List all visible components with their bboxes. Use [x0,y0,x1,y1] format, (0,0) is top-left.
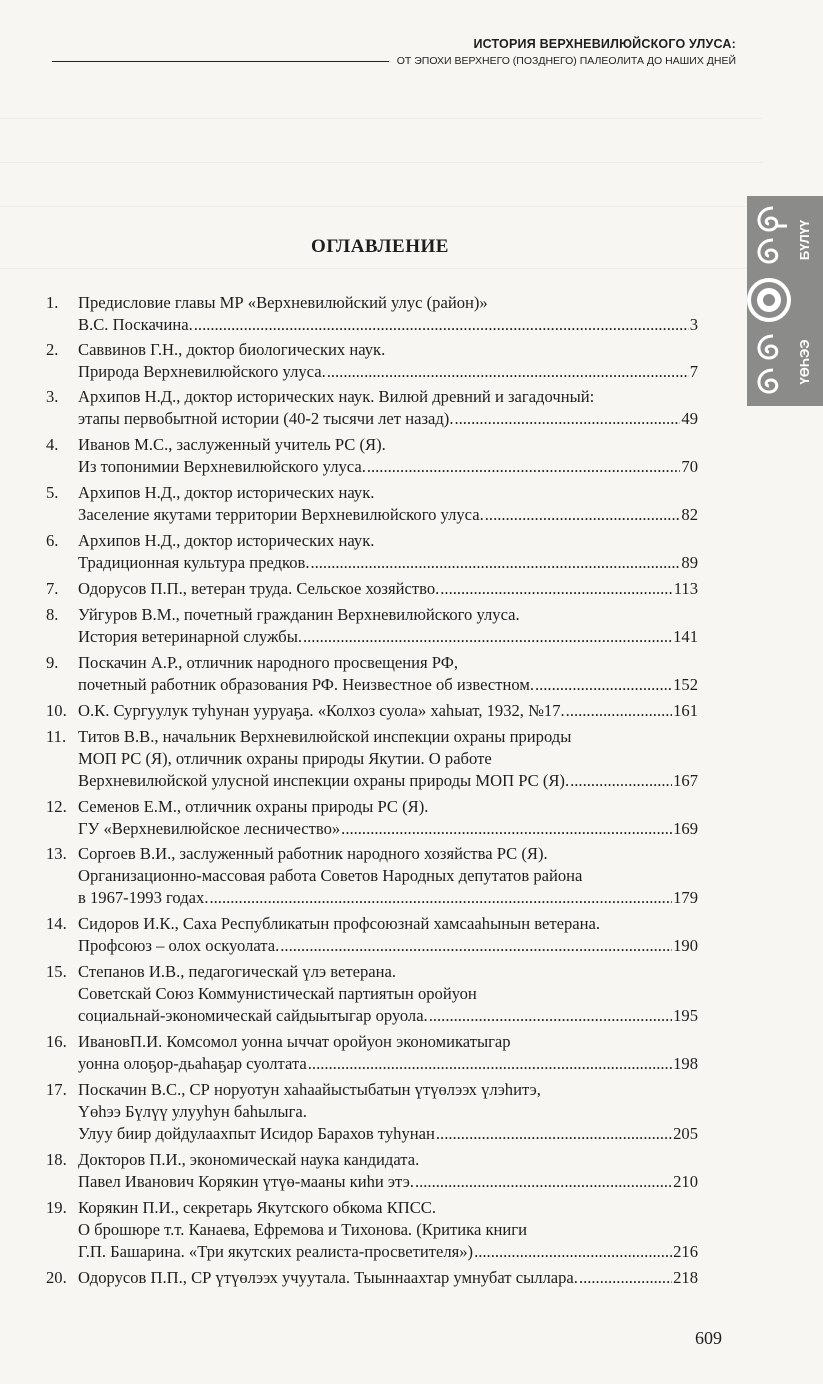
toc-entry-title: Из топонимии Верхневилюйского улуса. [78,457,366,476]
toc-entry-line: Организационно-массовая работа Советов Народных депутатов района [78,866,583,885]
toc-entry-line: Сидоров И.К., Саха Республикатын профсоюзнай хамсааһынын ветерана. [78,914,601,933]
toc-entry-number: 6. [46,531,59,550]
toc-entry-last-line [78,700,698,722]
toc-entry-line: Архипов Н.Д., доктор исторических наук. [78,483,375,502]
toc-entry-body [78,1149,698,1193]
toc-entry-last-line [78,1267,698,1289]
toc-entry[interactable] [46,726,698,792]
side-tab-ornament [747,196,823,406]
toc-entry-last-line [78,770,698,792]
toc-entry-line: МОП РС (Я), отличник охраны природы Якутии. О работе [78,749,492,768]
toc-entry-page: 179 [673,888,698,907]
toc-entry-page: 198 [673,1054,698,1073]
toc-entry-page: 205 [673,1124,698,1143]
toc-entry-body [78,292,698,336]
toc-entry-number: 1. [46,293,59,312]
toc-entry[interactable] [46,1079,698,1145]
dot-leader [415,1171,672,1193]
toc-entry-body [78,1031,698,1075]
running-head-title: ИСТОРИЯ ВЕРХНЕВИЛЮЙСКОГО УЛУСА: [473,37,736,51]
toc-entry-title: почетный работник образования РФ. Неизвестное об известном. [78,675,534,694]
toc-entry[interactable] [46,604,698,648]
toc-entry-number: 12. [46,797,67,816]
toc-entry-last-line [78,1123,698,1145]
toc-entry-page: 190 [673,936,698,955]
dot-leader [327,361,689,383]
dot-leader [440,578,672,600]
toc-entry-line: Советскай Союз Коммунистическай партиятын оройуон [78,984,477,1003]
toc-entry-line: Титов В.В., начальник Верхневилюйской инспекции охраны природы [78,727,572,746]
toc-entry-body [78,530,698,574]
toc-entry-title: Традиционная культура предков. [78,553,310,572]
toc-entry-number: 15. [46,962,67,981]
toc-entry[interactable] [46,961,698,1027]
dot-leader [436,1123,672,1145]
toc-entry-last-line [78,1053,698,1075]
toc-entry-body [78,339,698,383]
dot-leader [308,1053,672,1075]
toc-entry-last-line [78,408,698,430]
toc-entry-last-line [78,887,698,909]
dot-leader [474,1241,672,1263]
toc-entry-body [78,1079,698,1145]
toc-entry-line: Поскачин А.Р., отличник народного просвещения РФ, [78,653,459,672]
toc-entry-body [78,604,698,648]
toc-entry-page: 195 [673,1006,698,1025]
toc-entry-number: 2. [46,340,59,359]
toc-entry-body [78,652,698,696]
toc-entry[interactable] [46,434,698,478]
toc-entry-title: социальнай-экономическай сайдыытыгар оруола. [78,1006,428,1025]
toc-entry-page: 82 [681,505,698,524]
toc-entry-page: 141 [673,627,698,646]
toc-entry-page: 167 [673,771,698,790]
toc-entry-number: 11. [46,727,67,746]
toc-entry-line: Үөһээ Бүлүү улууһун баһылыга. [78,1102,307,1121]
toc-entry-last-line [78,1241,698,1263]
toc-entry-line: Корякин П.И., секретарь Якутского обкома КПСС. [78,1198,437,1217]
toc-entry-last-line [78,1171,698,1193]
toc-entry-number: 20. [46,1268,67,1287]
toc-entry-title: Павел Иванович Корякин үтүө-мааны киһи этэ. [78,1172,414,1191]
toc-entry-body [78,726,698,792]
dot-leader [303,626,672,648]
dot-leader [570,770,672,792]
toc-entry-body [78,843,698,909]
toc-entry[interactable] [46,578,698,600]
toc-entry-body [78,700,698,722]
toc-entry-line: Архипов Н.Д., доктор исторических наук. [78,531,375,550]
toc-entry-line: Степанов И.В., педагогическай үлэ ветерана. [78,962,397,981]
dot-leader [454,408,680,430]
toc-entry-body [78,796,698,840]
toc-entry-number: 3. [46,387,59,406]
toc-entry-title: Верхневилюйской улусной инспекции охраны природы МОП РС (Я). [78,771,570,790]
toc-entry-number: 10. [46,701,67,720]
toc-entry-title: О.К. Сургуулук туһунан ууруаҕа. «Колхоз суола» хаһыат, 1932, №17. [78,701,565,720]
ornament-top-icon [759,208,787,262]
dot-leader [579,1267,672,1289]
toc-entry-line: Соргоев В.И., заслуженный работник народного хозяйства РС (Я). [78,844,548,863]
toc-entry[interactable] [46,1267,698,1289]
toc-entry-page: 218 [673,1268,698,1287]
dot-leader [485,504,681,526]
toc-entry-last-line [78,456,698,478]
toc-list [46,292,698,1289]
toc-entry-title: Одорусов П.П., ветеран труда. Сельское хозяйство. [78,579,440,598]
toc-entry-body [78,913,698,957]
dot-leader [194,314,689,336]
toc-entry-line: Поскачин В.С., СР норуотун хаһаайыстыбатын үтүөлээх үлэһитэ, [78,1080,541,1099]
toc-entry-last-line [78,818,698,840]
toc-entry-line: Докторов П.И., экономическай наука кандидата. [78,1150,420,1169]
toc-entry[interactable] [46,1031,698,1075]
toc-entry-title: в 1967-1993 годах. [78,888,209,907]
toc-entry-last-line [78,361,698,383]
toc-entry-number: 14. [46,914,67,933]
toc-entry-page: 169 [673,819,698,838]
emblem-icon [747,278,791,322]
running-head [52,36,736,68]
toc-entry-number: 5. [46,483,59,502]
toc-entry-title: этапы первобытной истории (40-2 тысячи лет назад). [78,409,454,428]
toc-entry-line: Архипов Н.Д., доктор исторических наук. Вилюй древний и загадочный: [78,387,595,406]
toc-entry-body [78,434,698,478]
toc-entry-title: В.С. Поскачина. [78,315,193,334]
ornament-bottom-icon [759,336,777,392]
toc-entry-number: 13. [46,844,67,863]
dot-leader [280,935,672,957]
toc-entry[interactable] [46,482,698,526]
dot-leader [341,818,672,840]
page-number: 609 [695,1328,722,1348]
side-tab-top-label: БҮЛҮҮ [797,219,812,261]
toc-entry-body [78,1267,698,1289]
toc-entry-body [78,386,698,430]
dot-leader [566,700,672,722]
toc-entry-last-line [78,626,698,648]
toc-entry-title: Профсоюз – олох оскуолата. [78,936,280,955]
toc-entry-number: 8. [46,605,59,624]
toc-entry-page: 89 [681,553,698,572]
toc-entry-title: ГУ «Верхневилюйское лесничество» [78,819,341,838]
running-head-row [52,54,736,68]
toc-entry-page: 7 [689,362,698,381]
toc-entry[interactable] [46,700,698,722]
toc-entry-body [78,961,698,1027]
running-head-subtitle: ОТ ЭПОХИ ВЕРХНЕГО (ПОЗДНЕГО) ПАЛЕОЛИТА ДО НАШИХ ДНЕЙ [396,55,736,67]
toc-entry[interactable] [46,796,698,840]
dot-leader [535,674,672,696]
toc-entry-title: Природа Верхневилюйского улуса. [78,362,326,381]
toc-entry-number: 4. [46,435,59,454]
toc-entry-page: 210 [673,1172,698,1191]
side-tab-bottom-label: ҮӨҺЭЭ [797,339,812,385]
toc-entry-line: Саввинов Г.Н., доктор биологических наук. [78,340,386,359]
toc-entry-line: О брошюре т.т. Канаева, Ефремова и Тихонова. (Критика книги [78,1220,527,1239]
toc-entry-number: 16. [46,1032,67,1051]
toc-entry-page: 49 [681,409,698,428]
side-tab [747,196,823,406]
toc-entry-last-line [78,504,698,526]
toc-entry[interactable] [46,1197,698,1263]
toc-entry-last-line [78,578,698,600]
toc-entry[interactable] [46,1149,698,1193]
dot-leader [367,456,681,478]
toc-entry-page: 152 [673,675,698,694]
toc-entry-title: Улуу биир дойдулаахпыт Исидор Барахов туһунан [78,1124,435,1143]
toc-entry-line: Иванов М.С., заслуженный учитель РС (Я). [78,435,386,454]
toc-entry[interactable] [46,843,698,909]
toc-entry[interactable] [46,339,698,383]
toc-entry-body [78,578,698,600]
toc-entry-page: 70 [681,457,698,476]
toc-entry[interactable] [46,386,698,430]
toc-entry[interactable] [46,913,698,957]
toc-entry-title: уонна олоҕор-дьаһаҕар суолтата [78,1054,307,1073]
toc-entry-page: 3 [689,315,698,334]
toc-entry-last-line [78,674,698,696]
toc-entry-title: Заселение якутами территории Верхневилюйского улуса. [78,505,484,524]
toc-entry-line: Семенов Е.М., отличник охраны природы РС (Я). [78,797,429,816]
toc-entry-page: 161 [673,701,698,720]
toc-entry-last-line [78,552,698,574]
toc-entry-page: 113 [673,579,698,598]
toc-entry-line: Уйгуров В.М., почетный гражданин Верхневилюйского улуса. [78,605,520,624]
toc-entry-line: Предисловие главы МР «Верхневилюйский улус (район)» [78,293,488,312]
toc-entry[interactable] [46,652,698,696]
dot-leader [429,1005,672,1027]
toc-entry[interactable] [46,530,698,574]
toc-entry-number: 17. [46,1080,67,1099]
toc-title: ОГЛАВЛЕНИЕ [311,236,449,257]
toc-entry-title: История ветеринарной службы. [78,627,302,646]
toc-entry-line: ИвановП.И. Комсомол уонна ыччат оройуон экономикатыгар [78,1032,511,1051]
toc-entry-title: Г.П. Башарина. «Три якутских реалиста-просветителя») [78,1242,474,1261]
toc-entry-last-line [78,314,698,336]
toc-entry[interactable] [46,292,698,336]
toc-entry-number: 7. [46,579,59,598]
toc-entry-title: Одорусов П.П., СР үтүөлээх учуутала. Тыыннаахтар умнубат сыллара. [78,1268,578,1287]
toc-entry-body [78,482,698,526]
toc-entry-last-line [78,935,698,957]
toc-entry-number: 18. [46,1150,67,1169]
running-head-rule [52,61,389,62]
toc-entry-page: 216 [673,1242,698,1261]
dot-leader [310,552,680,574]
dot-leader [210,887,673,909]
toc-entry-number: 19. [46,1198,67,1217]
toc-entry-body [78,1197,698,1263]
toc-entry-last-line [78,1005,698,1027]
toc-entry-number: 9. [46,653,59,672]
